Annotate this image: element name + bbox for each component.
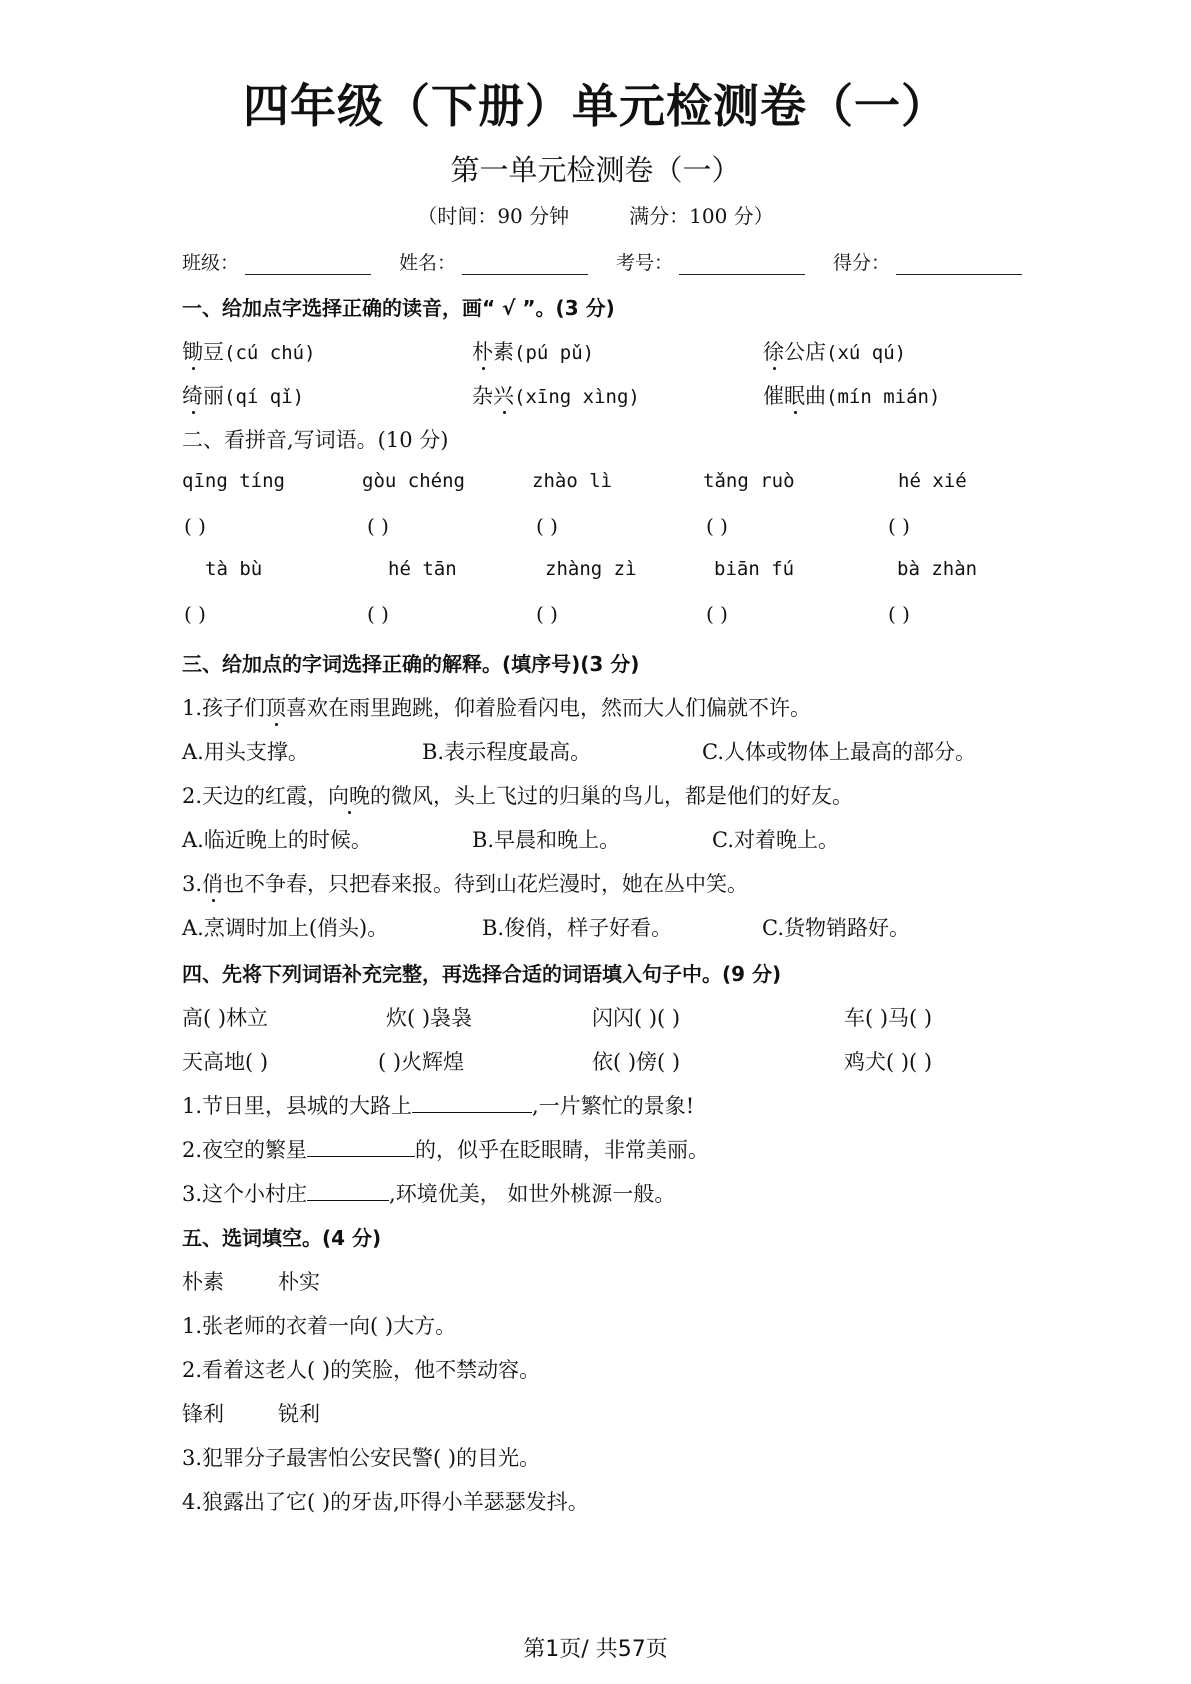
s3-q1-option-b: B.表示程度最高。	[422, 740, 592, 764]
exam-number-blank[interactable]	[679, 254, 805, 275]
answer-box-7[interactable]: ( )	[367, 602, 389, 626]
page-indicator: 第1页/ 共57页	[523, 1637, 668, 1662]
answer-box-8[interactable]: ( )	[536, 602, 558, 626]
pinyin-5: hé xié	[898, 470, 967, 492]
s3-question-3: 3.俏也不争春，只把春来报。待到山花烂漫时，她在丛中笑。	[182, 872, 749, 896]
name-field: 姓名：	[399, 248, 588, 275]
student-info-row	[182, 248, 1050, 275]
word-choice-2b: 锐利	[278, 1402, 320, 1426]
idiom-1[interactable]: 高( )林立	[182, 1006, 269, 1030]
s1-item-1[interactable]: 锄豆(cú chú)	[182, 340, 316, 364]
class-field: 班级：	[182, 248, 371, 275]
section2-title: 二、看拼音,写词语。(10 分)	[182, 428, 449, 452]
pinyin-1: qīng tíng	[182, 470, 285, 492]
score-blank[interactable]	[896, 254, 1022, 275]
pinyin-7: hé tān	[388, 558, 457, 580]
pinyin-3: zhào lì	[532, 470, 613, 492]
exam-full-score: 满分：100 分）	[629, 204, 774, 228]
s1-item-6[interactable]: 催眠曲(mín mián)	[763, 384, 941, 408]
s5-question-3[interactable]: 3.犯罪分子最害怕公安民警( )的目光。	[182, 1446, 541, 1470]
exam-time-score	[0, 200, 1191, 229]
class-blank[interactable]	[245, 254, 371, 275]
idiom-6[interactable]: ( )火辉煌	[378, 1050, 465, 1074]
word-choice-1a: 朴素	[182, 1270, 224, 1294]
s1-item-5[interactable]: 杂兴(xīng xìng)	[472, 384, 640, 408]
name-blank[interactable]	[462, 254, 588, 275]
answer-box-3[interactable]: ( )	[536, 514, 558, 538]
s3-q1-option-c: C.人体或物体上最高的部分。	[702, 740, 976, 764]
pinyin-4: tǎng ruò	[703, 470, 795, 492]
answer-box-6[interactable]: ( )	[184, 602, 206, 626]
word-choice-1b: 朴实	[278, 1270, 320, 1294]
sub-title: 第一单元检测卷（一）	[450, 153, 741, 187]
s3-q2-option-b: B.早晨和晚上。	[472, 828, 621, 852]
fill-blank-3[interactable]	[307, 1182, 389, 1201]
word-choice-2a: 锋利	[182, 1402, 224, 1426]
s5-question-2[interactable]: 2.看着这老人( )的笑脸，他不禁动容。	[182, 1358, 541, 1382]
fill-blank-1[interactable]	[412, 1094, 532, 1113]
s3-q1-option-a: A.用头支撑。	[182, 740, 309, 764]
idiom-5[interactable]: 天高地( )	[182, 1050, 269, 1074]
s3-q3-option-c: C.货物销路好。	[762, 916, 910, 940]
exam-number-field: 考号：	[616, 248, 805, 275]
section5-title: 五、选词填空。(4 分)	[182, 1226, 382, 1250]
answer-box-1[interactable]: ( )	[184, 514, 206, 538]
section1-title: 一、给加点字选择正确的读音，画“ √ ”。(3 分)	[182, 296, 615, 320]
fill-blank-2[interactable]	[307, 1138, 415, 1157]
s5-question-4[interactable]: 4.狼露出了它( )的牙齿,吓得小羊瑟瑟发抖。	[182, 1490, 589, 1514]
s3-q2-option-c: C.对着晚上。	[712, 828, 839, 852]
idiom-4[interactable]: 车( )马( )	[844, 1006, 933, 1030]
main-title: 四年级（下册）单元检测卷（一）	[243, 79, 948, 133]
idiom-2[interactable]: 炊( )袅袅	[386, 1006, 473, 1030]
s3-q3-option-a: A.烹调时加上(俏头)。	[182, 916, 389, 940]
fill-sentence-3: 3.这个小村庄 ,环境优美， 如世外桃源一般。	[182, 1182, 676, 1206]
idiom-7[interactable]: 依( )傍( )	[592, 1050, 681, 1074]
s3-question-2: 2.天边的红霞，向晚的微风，头上飞过的归巢的鸟儿，都是他们的好友。	[182, 784, 854, 808]
pinyin-8: zhàng zì	[545, 558, 637, 580]
pinyin-2: gòu chéng	[362, 470, 465, 492]
idiom-8[interactable]: 鸡犬( )( )	[844, 1050, 933, 1074]
answer-box-5[interactable]: ( )	[888, 514, 910, 538]
pinyin-9: biān fú	[714, 558, 795, 580]
section4-title: 四、先将下列词语补充完整，再选择合适的词语填入句子中。(9 分)	[182, 962, 782, 986]
score-field: 得分：	[833, 248, 1022, 275]
section3-title: 三、给加点的字词选择正确的解释。(填序号)(3 分)	[182, 652, 640, 676]
answer-box-4[interactable]: ( )	[706, 514, 728, 538]
s1-item-4[interactable]: 绮丽(qí qǐ)	[182, 384, 305, 408]
pinyin-6: tà bù	[205, 558, 263, 580]
s3-q2-option-a: A.临近晚上的时候。	[182, 828, 372, 852]
exam-time: （时间：90 分钟	[417, 204, 570, 228]
fill-sentence-2: 2.夜空的繁星 的，似乎在眨眼睛，非常美丽。	[182, 1138, 710, 1162]
s5-question-1[interactable]: 1.张老师的衣着一向( )大方。	[182, 1314, 457, 1338]
answer-box-2[interactable]: ( )	[367, 514, 389, 538]
idiom-3[interactable]: 闪闪( )( )	[592, 1006, 681, 1030]
fill-sentence-1: 1.节日里，县城的大路上 ,一片繁忙的景象!	[182, 1094, 695, 1118]
s3-question-1: 1.孩子们顶喜欢在雨里跑跳，仰着脸看闪电，然而大人们偏就不许。	[182, 696, 812, 720]
answer-box-10[interactable]: ( )	[888, 602, 910, 626]
s1-item-2[interactable]: 朴素(pú pǔ)	[472, 340, 595, 364]
s1-item-3[interactable]: 徐公店(xú qú)	[763, 340, 907, 364]
s3-q3-option-b: B.俊俏，样子好看。	[482, 916, 673, 940]
answer-box-9[interactable]: ( )	[706, 602, 728, 626]
pinyin-10: bà zhàn	[897, 558, 978, 580]
